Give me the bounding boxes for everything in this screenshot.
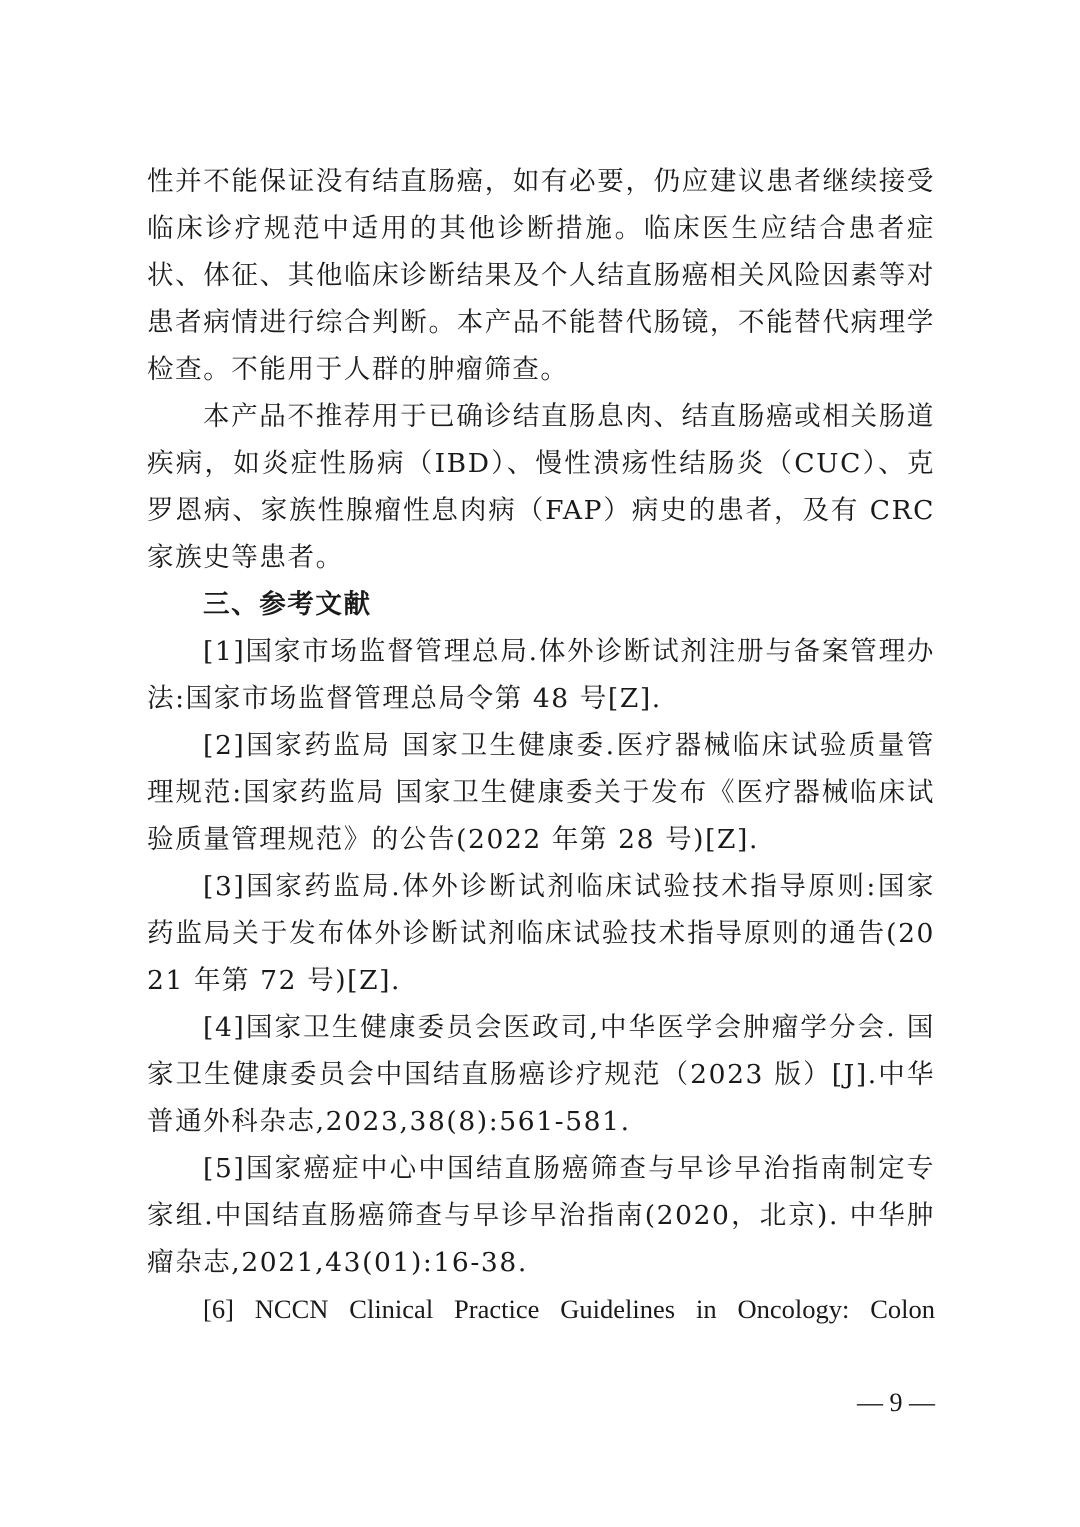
reference-item-4: [4]国家卫生健康委员会医政司,中华医学会肿瘤学分会. 国家卫生健康委员会中国结直肠癌诊疗规范（2023 版）[J].中华普通外科杂志,2023,38(8):561-581. <box>147 1012 935 1137</box>
reference-item-6: [6] NCCN Clinical Practice Guidelines in Oncology: Colon <box>203 1294 935 1324</box>
reference-item-1: [1]国家市场监督管理总局.体外诊断试剂注册与备案管理办法:国家市场监督管理总局令第 48 号[Z]. <box>147 636 935 714</box>
section-heading-references: 三、参考文献 <box>203 589 372 620</box>
page-content <box>147 158 935 1333</box>
reference-item-5: [5]国家癌症中心中国结直肠癌筛查与早诊早治指南制定专家组.中国结直肠癌筛查与早诊早治指南(2020，北京). 中华肿瘤杂志,2021,43(01):16-38. <box>147 1153 935 1278</box>
body-paragraph-exclusions: 本产品不推荐用于已确诊结直肠息肉、结直肠癌或相关肠道疾病，如炎症性肠病（IBD）、慢性溃疡性结肠炎（CUC）、克罗恩病、家族性腺瘤性息肉病（FAP）病史的患者，及有 CRC 家族史等患者。 <box>147 401 935 573</box>
page-number: — 9 — <box>857 1388 935 1417</box>
reference-item-3: [3]国家药监局.体外诊断试剂临床试验技术指导原则:国家药监局关于发布体外诊断试剂临床试验技术指导原则的通告(2021 年第 72 号)[Z]. <box>147 871 935 996</box>
body-paragraph-continued: 性并不能保证没有结直肠癌，如有必要，仍应建议患者继续接受临床诊疗规范中适用的其他诊断措施。临床医生应结合患者症状、体征、其他临床诊断结果及个人结直肠癌相关风险因素等对患者病情进行综合判断。本产品不能替代肠镜，不能替代病理学检查。不能用于人群的肿瘤筛查。 <box>147 166 935 385</box>
reference-item-2: [2]国家药监局 国家卫生健康委.医疗器械临床试验质量管理规范:国家药监局 国家卫生健康委关于发布《医疗器械临床试验质量管理规范》的公告(2022 年第 28 号)[Z]. <box>147 730 935 855</box>
